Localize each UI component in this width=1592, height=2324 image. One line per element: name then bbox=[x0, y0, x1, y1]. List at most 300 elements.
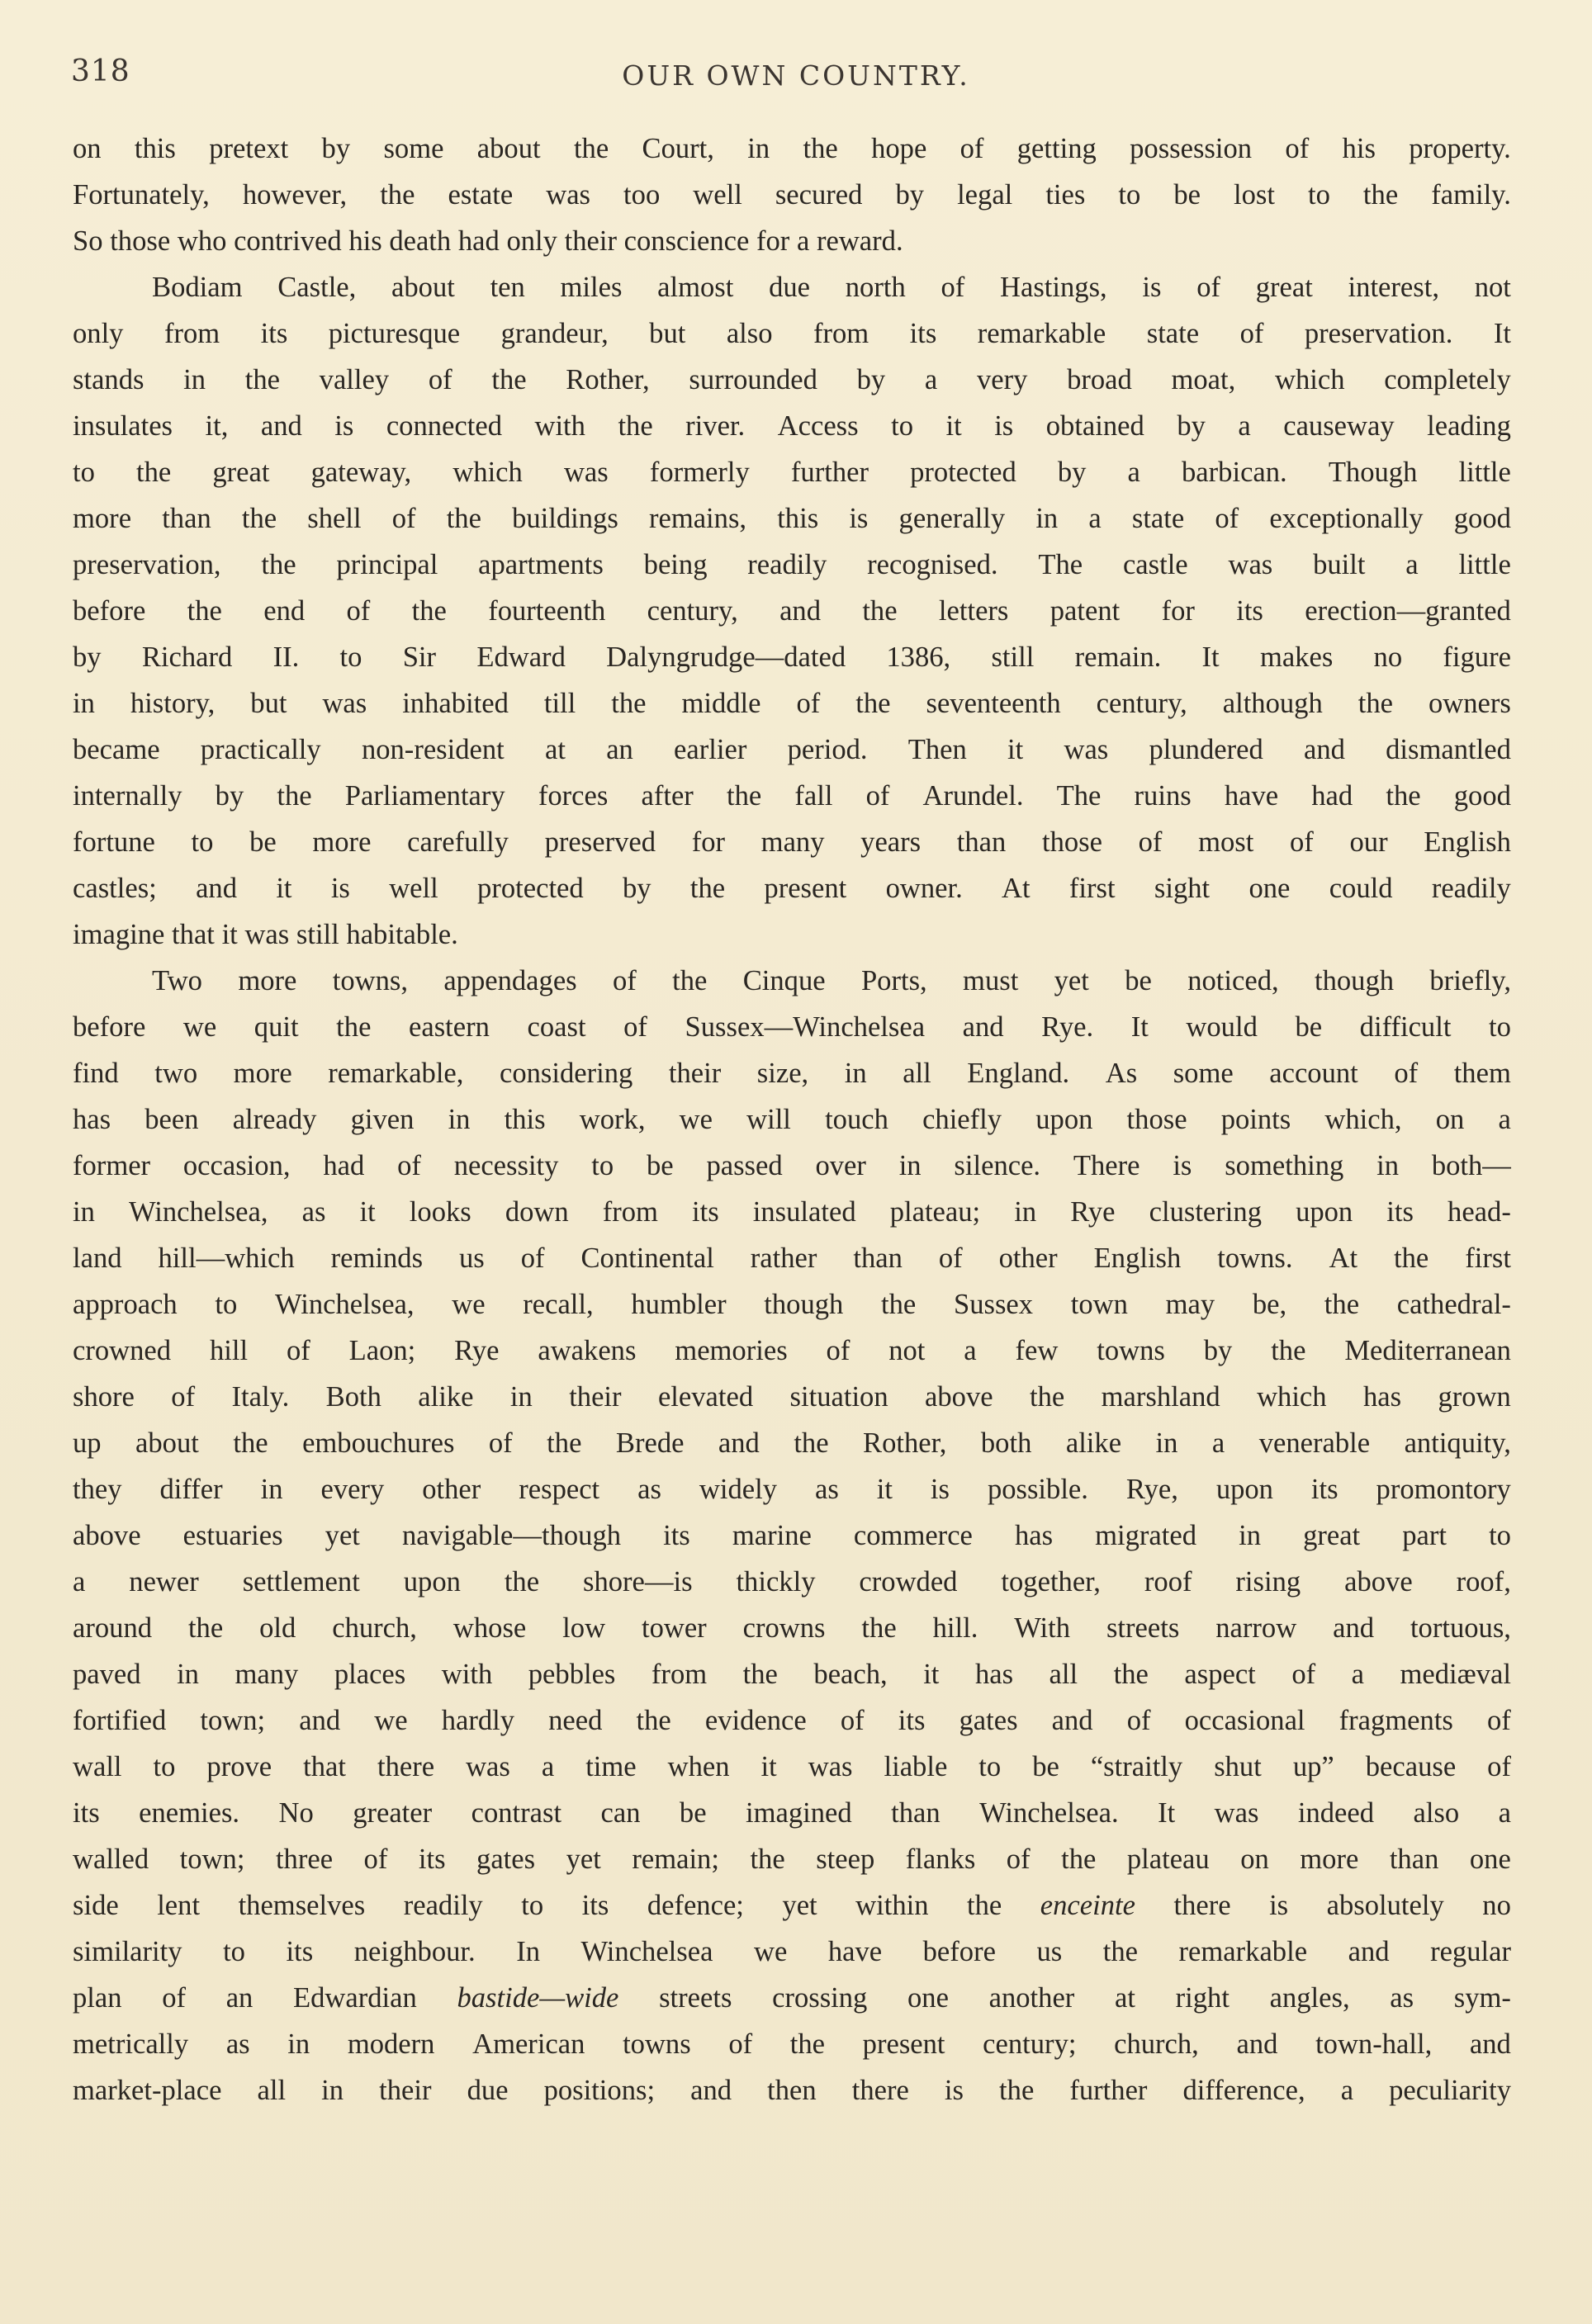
text-line bbox=[73, 2021, 1511, 2067]
word: all bbox=[1049, 1659, 1078, 1690]
word: of bbox=[796, 688, 821, 719]
word: present bbox=[764, 873, 847, 904]
word: There bbox=[1073, 1150, 1140, 1181]
word: about bbox=[391, 272, 455, 303]
word: practically bbox=[200, 734, 321, 765]
word: contrived bbox=[234, 225, 342, 257]
word: two bbox=[154, 1058, 198, 1089]
word: its bbox=[692, 1196, 719, 1228]
word: had bbox=[323, 1150, 365, 1181]
word: in bbox=[183, 364, 206, 395]
text-line bbox=[73, 1605, 1511, 1651]
word: the bbox=[803, 133, 838, 164]
word: was bbox=[466, 1751, 510, 1782]
word: briefly, bbox=[1429, 965, 1511, 996]
text-line bbox=[73, 1004, 1511, 1050]
word: be bbox=[679, 1797, 707, 1829]
word: estuaries bbox=[182, 1520, 283, 1551]
word: broad bbox=[1067, 364, 1132, 395]
word: steep bbox=[816, 1844, 875, 1875]
word: whose bbox=[452, 1612, 527, 1644]
word: The bbox=[1056, 780, 1102, 812]
word: to bbox=[1489, 1011, 1511, 1043]
word: owner. bbox=[885, 873, 963, 904]
text-line bbox=[73, 1050, 1511, 1096]
word: first bbox=[1465, 1242, 1511, 1274]
word: carefully bbox=[407, 826, 509, 858]
word: non-resident bbox=[361, 734, 505, 765]
word: awakens bbox=[538, 1335, 637, 1366]
word: by bbox=[1177, 410, 1206, 442]
word: and bbox=[260, 410, 302, 442]
word: hill bbox=[209, 1335, 249, 1366]
word: ten bbox=[490, 272, 525, 303]
word: fortified bbox=[73, 1705, 167, 1736]
word: the bbox=[1102, 1936, 1139, 1967]
word: need bbox=[548, 1705, 603, 1736]
word: leading bbox=[1427, 410, 1511, 442]
word: at bbox=[545, 734, 566, 765]
word: to bbox=[978, 1751, 1002, 1782]
word: most bbox=[1198, 826, 1254, 858]
word: is bbox=[330, 873, 350, 904]
word: the bbox=[187, 1612, 224, 1644]
word: have bbox=[827, 1936, 883, 1967]
word: protected bbox=[477, 873, 584, 904]
word: was bbox=[244, 919, 290, 950]
word: market-place bbox=[73, 2075, 222, 2106]
word: marshland bbox=[1101, 1381, 1220, 1413]
word: silence. bbox=[954, 1150, 1041, 1181]
word: towns, bbox=[332, 965, 408, 996]
word: With bbox=[1014, 1612, 1071, 1644]
word: to bbox=[1489, 1520, 1511, 1551]
word: the bbox=[187, 595, 222, 627]
word: possession bbox=[1130, 133, 1253, 164]
text-line bbox=[73, 357, 1511, 403]
word: that bbox=[172, 919, 215, 950]
word: period. bbox=[787, 734, 868, 765]
word: fall bbox=[794, 780, 833, 812]
word: may bbox=[1165, 1289, 1215, 1320]
word: to bbox=[521, 1890, 544, 1921]
text-line bbox=[73, 1697, 1511, 1744]
word: though bbox=[764, 1289, 844, 1320]
word: Arundel. bbox=[922, 780, 1024, 812]
word: when bbox=[667, 1751, 730, 1782]
word: walled bbox=[73, 1844, 149, 1875]
word: ruins bbox=[1134, 780, 1192, 812]
word: the bbox=[881, 1289, 917, 1320]
word: would bbox=[1186, 1011, 1258, 1043]
word: them bbox=[1453, 1058, 1511, 1089]
word: the bbox=[233, 1427, 268, 1459]
word: the bbox=[1061, 1844, 1097, 1875]
word: also bbox=[1413, 1797, 1460, 1829]
word: is bbox=[1142, 272, 1162, 303]
word: more bbox=[73, 503, 132, 534]
word: alike bbox=[418, 1381, 474, 1413]
word: the bbox=[547, 1427, 582, 1459]
word: Laon; bbox=[348, 1335, 416, 1366]
word: above bbox=[925, 1381, 993, 1413]
word: only bbox=[73, 318, 124, 349]
word: apartments bbox=[478, 549, 604, 580]
word: first bbox=[1068, 873, 1116, 904]
word: and bbox=[1303, 734, 1345, 765]
word: crowded bbox=[859, 1566, 958, 1597]
word: be, bbox=[1252, 1289, 1287, 1320]
text-line bbox=[73, 1328, 1511, 1374]
word: Ports, bbox=[860, 965, 927, 996]
word: to bbox=[223, 1936, 245, 1967]
word: some bbox=[1173, 1058, 1234, 1089]
word: the bbox=[855, 688, 891, 719]
text-line bbox=[73, 1651, 1511, 1697]
word: some bbox=[383, 133, 444, 164]
word: a bbox=[1238, 410, 1251, 442]
word: rising bbox=[1235, 1566, 1301, 1597]
text-line bbox=[73, 1096, 1511, 1143]
word: which, bbox=[1324, 1104, 1402, 1135]
word: of bbox=[397, 1150, 421, 1181]
word: readily bbox=[403, 1890, 483, 1921]
word: its bbox=[418, 1844, 446, 1875]
word: fourteenth bbox=[488, 595, 606, 627]
word: than bbox=[891, 1797, 941, 1829]
text-line bbox=[73, 1143, 1511, 1189]
word: been bbox=[145, 1104, 199, 1135]
word: modern bbox=[347, 2028, 435, 2060]
word: reward. bbox=[816, 225, 903, 257]
word: north bbox=[845, 272, 906, 303]
word: newer bbox=[129, 1566, 199, 1597]
word: by bbox=[215, 780, 244, 812]
word: Two bbox=[152, 965, 202, 996]
word: by bbox=[73, 641, 102, 673]
word: Cinque bbox=[742, 965, 826, 996]
word: already bbox=[232, 1104, 317, 1135]
word: of bbox=[865, 780, 890, 812]
word: in bbox=[448, 1104, 471, 1135]
word: before bbox=[73, 595, 146, 627]
word: of bbox=[959, 133, 984, 164]
word: the bbox=[1271, 1335, 1306, 1366]
word: more bbox=[1300, 1844, 1359, 1875]
word: a bbox=[964, 1335, 977, 1366]
word: a bbox=[1405, 549, 1419, 580]
word: of bbox=[1006, 1844, 1031, 1875]
word: sight bbox=[1154, 873, 1211, 904]
word: the bbox=[136, 457, 172, 488]
word: of bbox=[1487, 1751, 1511, 1782]
word: neighbour. bbox=[353, 1936, 476, 1967]
word: however, bbox=[242, 179, 348, 211]
word: both— bbox=[1431, 1150, 1511, 1181]
word: as bbox=[1390, 1982, 1414, 2014]
word: its bbox=[898, 1705, 926, 1736]
word: by bbox=[622, 873, 651, 904]
word: of bbox=[728, 2028, 753, 2060]
word: the bbox=[1029, 1381, 1065, 1413]
word: present bbox=[862, 2028, 945, 2060]
text-line bbox=[73, 634, 1511, 680]
word: we bbox=[753, 1936, 788, 1967]
word: before bbox=[922, 1936, 996, 1967]
word: part bbox=[1402, 1520, 1447, 1551]
word: of bbox=[520, 1242, 545, 1274]
word: occasion, bbox=[182, 1150, 291, 1181]
text-line bbox=[73, 1466, 1511, 1512]
word: given bbox=[350, 1104, 415, 1135]
word: from bbox=[813, 318, 869, 349]
word: it bbox=[1007, 734, 1024, 765]
word: is bbox=[1269, 1890, 1289, 1921]
word: it bbox=[221, 919, 238, 950]
word: Fortunately, bbox=[73, 179, 210, 211]
word: hope bbox=[871, 133, 927, 164]
word: Court, bbox=[642, 133, 714, 164]
word: Sir bbox=[402, 641, 437, 673]
word: an bbox=[225, 1982, 253, 2014]
word: buildings bbox=[512, 503, 618, 534]
word: legal bbox=[957, 179, 1013, 211]
word: and bbox=[1469, 2028, 1511, 2060]
word: there bbox=[377, 1751, 435, 1782]
word: barbican. bbox=[1182, 457, 1287, 488]
word: its bbox=[286, 1936, 314, 1967]
text-line bbox=[73, 1882, 1511, 1929]
word: it bbox=[876, 1474, 893, 1505]
word: by bbox=[895, 179, 925, 211]
word: for bbox=[1161, 595, 1195, 627]
word: there bbox=[1173, 1890, 1231, 1921]
word: places bbox=[334, 1659, 406, 1690]
word: exceptionally bbox=[1269, 503, 1424, 534]
word: river. bbox=[685, 410, 746, 442]
word: 1386, bbox=[886, 641, 951, 673]
word: had bbox=[457, 225, 500, 257]
word: sym- bbox=[1453, 1982, 1511, 2014]
word: remain; bbox=[632, 1844, 719, 1875]
word: Winchelsea bbox=[580, 1936, 713, 1967]
word: years bbox=[860, 826, 922, 858]
word: its bbox=[581, 1890, 609, 1921]
word: its bbox=[663, 1520, 690, 1551]
word: earlier bbox=[674, 734, 747, 765]
word: beach, bbox=[813, 1659, 888, 1690]
word: of bbox=[826, 1335, 850, 1366]
word: which bbox=[1257, 1381, 1327, 1413]
word: At bbox=[1329, 1242, 1358, 1274]
word: and bbox=[1348, 1936, 1390, 1967]
word: good bbox=[1453, 780, 1511, 812]
word: is bbox=[944, 2075, 964, 2106]
word: almost bbox=[657, 272, 734, 303]
word: looks bbox=[409, 1196, 471, 1228]
word: three bbox=[275, 1844, 334, 1875]
word: in bbox=[177, 1659, 199, 1690]
word: not bbox=[888, 1335, 926, 1366]
word: aspect bbox=[1184, 1659, 1256, 1690]
word: Rye, bbox=[1125, 1474, 1178, 1505]
word: of bbox=[1394, 1058, 1419, 1089]
word: Italy. bbox=[231, 1381, 290, 1413]
word: a bbox=[796, 225, 810, 257]
word: Rye bbox=[1070, 1196, 1116, 1228]
word: the bbox=[689, 873, 726, 904]
word: its bbox=[1310, 1474, 1339, 1505]
word: memories bbox=[675, 1335, 788, 1366]
word: above bbox=[73, 1520, 141, 1551]
word: one bbox=[1248, 873, 1291, 904]
word: is bbox=[334, 410, 354, 442]
word: a bbox=[1211, 1427, 1225, 1459]
word: the bbox=[446, 503, 481, 534]
word: the bbox=[380, 179, 415, 211]
word: which bbox=[1274, 364, 1345, 395]
word: more bbox=[312, 826, 372, 858]
word: still bbox=[991, 641, 1035, 673]
word: yet bbox=[325, 1520, 360, 1551]
word: remarkable bbox=[1178, 1936, 1308, 1967]
word: great bbox=[1303, 1520, 1361, 1551]
text-line bbox=[73, 1559, 1511, 1605]
word: settlement bbox=[242, 1566, 360, 1597]
word: fragments bbox=[1339, 1705, 1453, 1736]
word: their bbox=[569, 1381, 622, 1413]
text-line bbox=[73, 773, 1511, 819]
word: with bbox=[534, 410, 585, 442]
word: town-hall, bbox=[1315, 2028, 1433, 2060]
word: occasional bbox=[1184, 1705, 1305, 1736]
word: of bbox=[941, 272, 965, 303]
word: readily bbox=[747, 549, 827, 580]
word: built bbox=[1313, 549, 1366, 580]
word: from bbox=[602, 1196, 658, 1228]
word: also bbox=[726, 318, 773, 349]
word: angles, bbox=[1269, 1982, 1350, 2014]
word: causeway bbox=[1283, 410, 1395, 442]
word: England. bbox=[967, 1058, 1070, 1089]
word: getting bbox=[1016, 133, 1097, 164]
word: the bbox=[1357, 688, 1393, 719]
word: the bbox=[1362, 179, 1399, 211]
word: English bbox=[1093, 1242, 1182, 1274]
text-line bbox=[73, 403, 1511, 449]
word: upon bbox=[403, 1566, 461, 1597]
word: gates bbox=[959, 1705, 1018, 1736]
word: recall, bbox=[523, 1289, 594, 1320]
word: points bbox=[1220, 1104, 1291, 1135]
word: stands bbox=[73, 364, 145, 395]
word: Sussex—Winchelsea bbox=[685, 1011, 926, 1043]
word: Winchelsea. bbox=[979, 1797, 1119, 1829]
word: Dalyngrudge—dated bbox=[606, 641, 846, 673]
word: Rother, bbox=[863, 1427, 947, 1459]
word: marine bbox=[732, 1520, 812, 1551]
word: we bbox=[452, 1289, 486, 1320]
word: habitable. bbox=[346, 919, 458, 950]
word: to bbox=[73, 457, 95, 488]
word: his bbox=[1342, 133, 1376, 164]
word: Access bbox=[777, 410, 859, 442]
word: about bbox=[476, 133, 541, 164]
word: At bbox=[1002, 873, 1031, 904]
word: very bbox=[976, 364, 1028, 395]
word: Edwardian bbox=[293, 1982, 417, 2014]
word: be bbox=[1125, 965, 1152, 996]
word: the bbox=[491, 364, 527, 395]
word: due bbox=[769, 272, 811, 303]
word: the bbox=[742, 1659, 778, 1690]
word: widely bbox=[699, 1474, 778, 1505]
word: us bbox=[1036, 1936, 1063, 1967]
word: castles; bbox=[73, 873, 157, 904]
word: the bbox=[726, 780, 762, 812]
text-line bbox=[73, 542, 1511, 588]
word: enemies. bbox=[139, 1797, 240, 1829]
word: than bbox=[853, 1242, 903, 1274]
word: ties bbox=[1045, 179, 1086, 211]
word: seventeenth bbox=[926, 688, 1061, 719]
word: the bbox=[861, 1612, 897, 1644]
word: size, bbox=[756, 1058, 809, 1089]
word: similarity bbox=[73, 1936, 182, 1967]
word: indeed bbox=[1297, 1797, 1375, 1829]
word: was bbox=[546, 179, 591, 211]
word: town bbox=[1070, 1289, 1128, 1320]
word: but bbox=[250, 688, 287, 719]
word: to bbox=[153, 1751, 176, 1782]
word: other bbox=[998, 1242, 1058, 1274]
word: this bbox=[134, 133, 176, 164]
word: makes bbox=[1259, 641, 1334, 673]
word: antiquity, bbox=[1404, 1427, 1511, 1459]
word: as bbox=[301, 1196, 326, 1228]
word: before bbox=[73, 1011, 146, 1043]
word: we bbox=[182, 1011, 217, 1043]
word: Then bbox=[907, 734, 967, 765]
word: middle bbox=[681, 688, 761, 719]
word: The bbox=[1038, 549, 1083, 580]
word: a bbox=[1088, 503, 1102, 534]
word: noticed, bbox=[1187, 965, 1279, 996]
word: crossing bbox=[772, 1982, 868, 2014]
word: protected bbox=[910, 457, 1016, 488]
word: connected bbox=[386, 410, 502, 442]
word: more bbox=[233, 1058, 292, 1089]
word: navigable—though bbox=[401, 1520, 622, 1551]
word: its bbox=[260, 318, 288, 349]
text-line bbox=[73, 1836, 1511, 1882]
word: was bbox=[1228, 549, 1273, 580]
word: than bbox=[162, 503, 211, 534]
word: at bbox=[1114, 1982, 1135, 2014]
word: streets bbox=[1106, 1612, 1180, 1644]
word: other bbox=[422, 1474, 481, 1505]
word: the bbox=[277, 780, 312, 812]
word: It bbox=[1493, 318, 1511, 349]
word: in bbox=[73, 1196, 95, 1228]
word: as bbox=[637, 1474, 661, 1505]
word: it bbox=[923, 1659, 940, 1690]
text-line bbox=[73, 588, 1511, 634]
word: many bbox=[235, 1659, 299, 1690]
word: further bbox=[1069, 2075, 1148, 2106]
word: although bbox=[1222, 688, 1323, 719]
word: rather bbox=[750, 1242, 817, 1274]
